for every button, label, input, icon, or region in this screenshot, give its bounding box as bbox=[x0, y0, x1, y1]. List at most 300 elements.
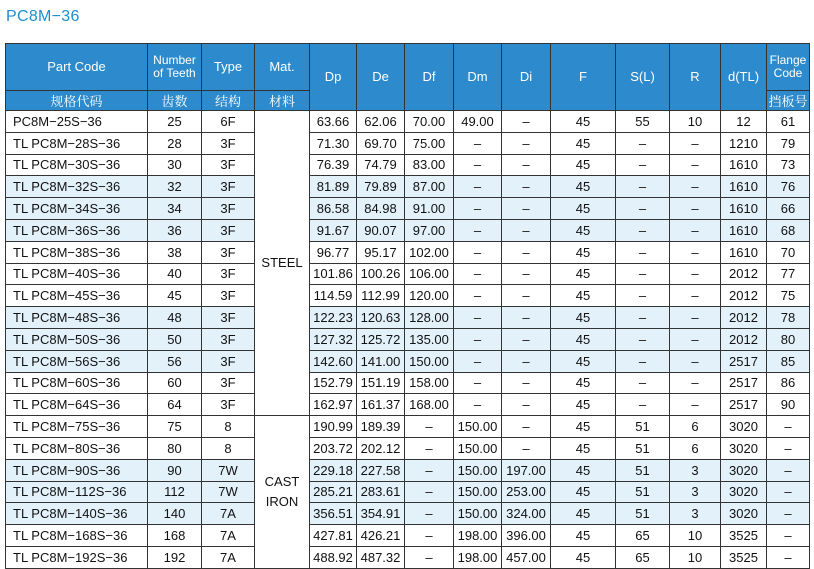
cell-sl: – bbox=[616, 285, 670, 307]
table-row bbox=[6, 525, 810, 547]
table-row bbox=[6, 437, 810, 459]
cell-di: – bbox=[502, 372, 551, 394]
cell-code: TL PC8M−45S−36 bbox=[6, 285, 148, 307]
header-di: Di bbox=[502, 44, 551, 111]
cell-flange: – bbox=[767, 503, 810, 525]
cell-de: 69.70 bbox=[357, 132, 405, 154]
cell-r: – bbox=[670, 154, 721, 176]
cell-di: – bbox=[502, 350, 551, 372]
cell-code: TL PC8M−38S−36 bbox=[6, 241, 148, 263]
cell-type: 3F bbox=[202, 219, 255, 241]
cell-dm: 150.00 bbox=[454, 437, 502, 459]
cell-de: 151.19 bbox=[357, 372, 405, 394]
cell-dtl: 3020 bbox=[721, 437, 767, 459]
table-row bbox=[6, 546, 810, 568]
cell-dtl: 2517 bbox=[721, 394, 767, 416]
cell-f: 45 bbox=[551, 132, 616, 154]
cell-dtl: 3525 bbox=[721, 525, 767, 547]
cell-type: 3F bbox=[202, 263, 255, 285]
cell-flange: – bbox=[767, 546, 810, 568]
cell-dp: 122.23 bbox=[310, 307, 357, 329]
cell-dp: 81.89 bbox=[310, 176, 357, 198]
cell-type: 3F bbox=[202, 132, 255, 154]
cell-type: 6F bbox=[202, 111, 255, 133]
cell-di: – bbox=[502, 111, 551, 133]
cell-f: 45 bbox=[551, 481, 616, 503]
cell-dp: 86.58 bbox=[310, 198, 357, 220]
cell-f: 45 bbox=[551, 394, 616, 416]
cell-de: 202.12 bbox=[357, 437, 405, 459]
cell-type: 3F bbox=[202, 328, 255, 350]
cell-type: 8 bbox=[202, 437, 255, 459]
cell-de: 62.06 bbox=[357, 111, 405, 133]
cell-de: 487.32 bbox=[357, 546, 405, 568]
cell-dp: 91.67 bbox=[310, 219, 357, 241]
cell-r: – bbox=[670, 241, 721, 263]
cell-r: 6 bbox=[670, 437, 721, 459]
table-row bbox=[6, 198, 810, 220]
cell-sl: 51 bbox=[616, 437, 670, 459]
cell-r: 6 bbox=[670, 416, 721, 438]
cell-de: 95.17 bbox=[357, 241, 405, 263]
cell-dm: 150.00 bbox=[454, 416, 502, 438]
cell-dm: 49.00 bbox=[454, 111, 502, 133]
cell-r: 3 bbox=[670, 481, 721, 503]
cell-dp: 488.92 bbox=[310, 546, 357, 568]
cell-de: 161.37 bbox=[357, 394, 405, 416]
material-cast-iron bbox=[255, 416, 310, 569]
cell-di: 253.00 bbox=[502, 481, 551, 503]
cell-de: 112.99 bbox=[357, 285, 405, 307]
cell-dm: – bbox=[454, 154, 502, 176]
cell-dp: 229.18 bbox=[310, 459, 357, 481]
cell-r: – bbox=[670, 307, 721, 329]
cell-f: 45 bbox=[551, 437, 616, 459]
cell-df: 135.00 bbox=[405, 328, 454, 350]
cell-di: – bbox=[502, 437, 551, 459]
cell-flange: 79 bbox=[767, 132, 810, 154]
cell-f: 45 bbox=[551, 372, 616, 394]
cell-flange: – bbox=[767, 481, 810, 503]
cell-sl: 65 bbox=[616, 546, 670, 568]
cell-f: 45 bbox=[551, 546, 616, 568]
cell-df: 83.00 bbox=[405, 154, 454, 176]
cell-dtl: 2012 bbox=[721, 307, 767, 329]
cell-di: 457.00 bbox=[502, 546, 551, 568]
cell-sl: 51 bbox=[616, 459, 670, 481]
cell-r: 10 bbox=[670, 546, 721, 568]
cell-teeth: 36 bbox=[148, 219, 202, 241]
cell-dp: 162.97 bbox=[310, 394, 357, 416]
cell-dp: 71.30 bbox=[310, 132, 357, 154]
table-row bbox=[6, 350, 810, 372]
cell-teeth: 30 bbox=[148, 154, 202, 176]
cell-sl: – bbox=[616, 219, 670, 241]
cell-dp: 101.86 bbox=[310, 263, 357, 285]
cell-sl: – bbox=[616, 132, 670, 154]
cell-code: TL PC8M−50S−36 bbox=[6, 328, 148, 350]
cell-dm: – bbox=[454, 394, 502, 416]
cell-r: – bbox=[670, 263, 721, 285]
cell-type: 3F bbox=[202, 394, 255, 416]
cell-df: – bbox=[405, 416, 454, 438]
subheader-type: 结构 bbox=[202, 91, 255, 111]
header-flange-line1: Flange bbox=[769, 53, 807, 67]
table-row bbox=[6, 459, 810, 481]
cell-dtl: 3020 bbox=[721, 416, 767, 438]
cell-df: 75.00 bbox=[405, 132, 454, 154]
cell-dp: 114.59 bbox=[310, 285, 357, 307]
cell-r: – bbox=[670, 328, 721, 350]
cell-df: 87.00 bbox=[405, 176, 454, 198]
cell-dtl: 2517 bbox=[721, 350, 767, 372]
table-row bbox=[6, 481, 810, 503]
cell-df: 120.00 bbox=[405, 285, 454, 307]
cell-f: 45 bbox=[551, 154, 616, 176]
cell-r: 3 bbox=[670, 503, 721, 525]
cell-teeth: 32 bbox=[148, 176, 202, 198]
cell-teeth: 90 bbox=[148, 459, 202, 481]
cell-dtl: 1610 bbox=[721, 176, 767, 198]
cell-di: – bbox=[502, 219, 551, 241]
cell-f: 45 bbox=[551, 459, 616, 481]
cell-r: – bbox=[670, 219, 721, 241]
header-de: De bbox=[357, 44, 405, 111]
cell-flange: 75 bbox=[767, 285, 810, 307]
cell-f: 45 bbox=[551, 176, 616, 198]
cell-df: – bbox=[405, 503, 454, 525]
cell-di: – bbox=[502, 176, 551, 198]
header-dp: Dp bbox=[310, 44, 357, 111]
cell-dp: 427.81 bbox=[310, 525, 357, 547]
cell-dp: 63.66 bbox=[310, 111, 357, 133]
cell-df: 102.00 bbox=[405, 241, 454, 263]
cell-type: 7W bbox=[202, 459, 255, 481]
cell-di: – bbox=[502, 154, 551, 176]
cell-dm: – bbox=[454, 328, 502, 350]
cell-de: 141.00 bbox=[357, 350, 405, 372]
cell-de: 74.79 bbox=[357, 154, 405, 176]
cell-sl: – bbox=[616, 176, 670, 198]
cell-de: 227.58 bbox=[357, 459, 405, 481]
cell-r: – bbox=[670, 372, 721, 394]
cell-code: TL PC8M−90S−36 bbox=[6, 459, 148, 481]
cell-type: 8 bbox=[202, 416, 255, 438]
cell-teeth: 168 bbox=[148, 525, 202, 547]
cell-dtl: 3020 bbox=[721, 503, 767, 525]
cell-flange: 80 bbox=[767, 328, 810, 350]
cell-de: 100.26 bbox=[357, 263, 405, 285]
cell-dm: – bbox=[454, 263, 502, 285]
cell-code: TL PC8M−40S−36 bbox=[6, 263, 148, 285]
cell-di: – bbox=[502, 416, 551, 438]
cell-r: 3 bbox=[670, 459, 721, 481]
cell-teeth: 40 bbox=[148, 263, 202, 285]
cell-de: 426.21 bbox=[357, 525, 405, 547]
header-part-code: Part Code bbox=[6, 44, 148, 91]
cell-f: 45 bbox=[551, 525, 616, 547]
cell-df: 128.00 bbox=[405, 307, 454, 329]
cell-f: 45 bbox=[551, 416, 616, 438]
cell-flange: 77 bbox=[767, 263, 810, 285]
cell-teeth: 80 bbox=[148, 437, 202, 459]
cell-code: TL PC8M−140S−36 bbox=[6, 503, 148, 525]
cell-df: – bbox=[405, 459, 454, 481]
cell-teeth: 75 bbox=[148, 416, 202, 438]
cell-dtl: 1610 bbox=[721, 198, 767, 220]
cell-sl: – bbox=[616, 307, 670, 329]
cell-di: – bbox=[502, 307, 551, 329]
header-number-of-teeth bbox=[148, 44, 202, 91]
cell-de: 283.61 bbox=[357, 481, 405, 503]
cell-df: 70.00 bbox=[405, 111, 454, 133]
cell-flange: 90 bbox=[767, 394, 810, 416]
cell-f: 45 bbox=[551, 198, 616, 220]
cell-dp: 127.32 bbox=[310, 328, 357, 350]
cell-teeth: 112 bbox=[148, 481, 202, 503]
cell-dp: 76.39 bbox=[310, 154, 357, 176]
cell-dm: – bbox=[454, 372, 502, 394]
cell-code: TL PC8M−34S−36 bbox=[6, 198, 148, 220]
cell-dm: – bbox=[454, 132, 502, 154]
cell-flange: – bbox=[767, 437, 810, 459]
cell-sl: 51 bbox=[616, 503, 670, 525]
cell-dtl: 1610 bbox=[721, 219, 767, 241]
cell-type: 3F bbox=[202, 154, 255, 176]
cell-di: – bbox=[502, 132, 551, 154]
cell-dp: 152.79 bbox=[310, 372, 357, 394]
cell-teeth: 140 bbox=[148, 503, 202, 525]
cell-code: TL PC8M−48S−36 bbox=[6, 307, 148, 329]
cell-df: 158.00 bbox=[405, 372, 454, 394]
cell-r: – bbox=[670, 132, 721, 154]
cell-flange: – bbox=[767, 416, 810, 438]
table-row bbox=[6, 307, 810, 329]
material-steel bbox=[255, 111, 310, 416]
table-row bbox=[6, 372, 810, 394]
cell-dm: – bbox=[454, 285, 502, 307]
cell-sl: – bbox=[616, 263, 670, 285]
cell-code: TL PC8M−32S−36 bbox=[6, 176, 148, 198]
cell-teeth: 28 bbox=[148, 132, 202, 154]
cell-r: 10 bbox=[670, 111, 721, 133]
cell-sl: 51 bbox=[616, 481, 670, 503]
cell-sl: – bbox=[616, 154, 670, 176]
cell-dm: 150.00 bbox=[454, 481, 502, 503]
cell-code: TL PC8M−168S−36 bbox=[6, 525, 148, 547]
cell-dm: 150.00 bbox=[454, 459, 502, 481]
material-cast-iron-line2: IRON bbox=[265, 493, 299, 509]
cell-df: 106.00 bbox=[405, 263, 454, 285]
cell-sl: – bbox=[616, 372, 670, 394]
cell-dtl: 1610 bbox=[721, 154, 767, 176]
cell-type: 3F bbox=[202, 241, 255, 263]
cell-r: – bbox=[670, 198, 721, 220]
table-row bbox=[6, 285, 810, 307]
cell-de: 354.91 bbox=[357, 503, 405, 525]
cell-df: 168.00 bbox=[405, 394, 454, 416]
cell-teeth: 64 bbox=[148, 394, 202, 416]
cell-code: TL PC8M−80S−36 bbox=[6, 437, 148, 459]
cell-df: – bbox=[405, 437, 454, 459]
cell-teeth: 60 bbox=[148, 372, 202, 394]
material-cast-iron-line1: CAST bbox=[264, 473, 300, 489]
material-steel-label: STEEL bbox=[261, 255, 303, 271]
cell-dtl: 3020 bbox=[721, 459, 767, 481]
cell-type: 7A bbox=[202, 503, 255, 525]
spec-table bbox=[5, 43, 810, 569]
cell-di: – bbox=[502, 285, 551, 307]
cell-f: 45 bbox=[551, 285, 616, 307]
cell-df: 91.00 bbox=[405, 198, 454, 220]
cell-dtl: 3525 bbox=[721, 546, 767, 568]
cell-code: TL PC8M−64S−36 bbox=[6, 394, 148, 416]
table-row bbox=[6, 132, 810, 154]
cell-dtl: 12 bbox=[721, 111, 767, 133]
cell-flange: 66 bbox=[767, 198, 810, 220]
cell-di: 396.00 bbox=[502, 525, 551, 547]
cell-dp: 356.51 bbox=[310, 503, 357, 525]
cell-type: 3F bbox=[202, 198, 255, 220]
cell-dp: 190.99 bbox=[310, 416, 357, 438]
table-row bbox=[6, 219, 810, 241]
cell-dm: – bbox=[454, 176, 502, 198]
cell-type: 3F bbox=[202, 372, 255, 394]
cell-f: 45 bbox=[551, 241, 616, 263]
cell-sl: – bbox=[616, 328, 670, 350]
header-sl: S(L) bbox=[616, 44, 670, 111]
cell-flange: 70 bbox=[767, 241, 810, 263]
cell-teeth: 48 bbox=[148, 307, 202, 329]
cell-dtl: 2012 bbox=[721, 285, 767, 307]
subheader-flange: 挡板号 bbox=[767, 91, 810, 111]
cell-dm: – bbox=[454, 350, 502, 372]
subheader-material: 材料 bbox=[255, 91, 310, 111]
cell-f: 45 bbox=[551, 219, 616, 241]
cell-di: 324.00 bbox=[502, 503, 551, 525]
table-row bbox=[6, 263, 810, 285]
cell-sl: 55 bbox=[616, 111, 670, 133]
cell-de: 84.98 bbox=[357, 198, 405, 220]
cell-f: 45 bbox=[551, 263, 616, 285]
cell-dp: 96.77 bbox=[310, 241, 357, 263]
header-flange-line2: Code bbox=[773, 66, 803, 80]
cell-de: 79.89 bbox=[357, 176, 405, 198]
header-df: Df bbox=[405, 44, 454, 111]
cell-sl: – bbox=[616, 394, 670, 416]
cell-di: – bbox=[502, 198, 551, 220]
header-dm: Dm bbox=[454, 44, 502, 111]
cell-sl: – bbox=[616, 198, 670, 220]
cell-flange: 78 bbox=[767, 307, 810, 329]
cell-type: 3F bbox=[202, 350, 255, 372]
subheader-part-code: 规格代码 bbox=[6, 91, 148, 111]
table-row bbox=[6, 176, 810, 198]
cell-r: – bbox=[670, 285, 721, 307]
table-row bbox=[6, 154, 810, 176]
cell-dp: 142.60 bbox=[310, 350, 357, 372]
cell-dm: – bbox=[454, 241, 502, 263]
cell-r: – bbox=[670, 176, 721, 198]
cell-code: TL PC8M−30S−36 bbox=[6, 154, 148, 176]
cell-de: 125.72 bbox=[357, 328, 405, 350]
cell-code: TL PC8M−112S−36 bbox=[6, 481, 148, 503]
cell-type: 7W bbox=[202, 481, 255, 503]
cell-de: 90.07 bbox=[357, 219, 405, 241]
table-row bbox=[6, 328, 810, 350]
table-row bbox=[6, 111, 810, 133]
cell-teeth: 38 bbox=[148, 241, 202, 263]
cell-di: – bbox=[502, 328, 551, 350]
cell-teeth: 192 bbox=[148, 546, 202, 568]
cell-dtl: 2012 bbox=[721, 328, 767, 350]
cell-dtl: 1610 bbox=[721, 241, 767, 263]
cell-f: 45 bbox=[551, 307, 616, 329]
header-flange-code bbox=[767, 44, 810, 91]
table-row bbox=[6, 394, 810, 416]
cell-di: – bbox=[502, 263, 551, 285]
cell-sl: – bbox=[616, 350, 670, 372]
cell-df: – bbox=[405, 546, 454, 568]
cell-df: 150.00 bbox=[405, 350, 454, 372]
cell-flange: 76 bbox=[767, 176, 810, 198]
cell-type: 3F bbox=[202, 176, 255, 198]
cell-teeth: 25 bbox=[148, 111, 202, 133]
cell-di: – bbox=[502, 394, 551, 416]
cell-code: TL PC8M−192S−36 bbox=[6, 546, 148, 568]
header-f: F bbox=[551, 44, 616, 111]
cell-type: 7A bbox=[202, 546, 255, 568]
cell-r: 10 bbox=[670, 525, 721, 547]
cell-dm: – bbox=[454, 307, 502, 329]
cell-r: – bbox=[670, 350, 721, 372]
cell-flange: 85 bbox=[767, 350, 810, 372]
cell-flange: 61 bbox=[767, 111, 810, 133]
cell-df: 97.00 bbox=[405, 219, 454, 241]
cell-code: TL PC8M−75S−36 bbox=[6, 416, 148, 438]
table-row bbox=[6, 503, 810, 525]
cell-df: – bbox=[405, 481, 454, 503]
cell-teeth: 45 bbox=[148, 285, 202, 307]
cell-flange: – bbox=[767, 459, 810, 481]
cell-di: 197.00 bbox=[502, 459, 551, 481]
cell-de: 120.63 bbox=[357, 307, 405, 329]
header-teeth-line2: of Teeth bbox=[153, 66, 196, 80]
cell-flange: 68 bbox=[767, 219, 810, 241]
header-material: Mat. bbox=[255, 44, 310, 91]
cell-code: PC8M−25S−36 bbox=[6, 111, 148, 133]
cell-code: TL PC8M−56S−36 bbox=[6, 350, 148, 372]
cell-dm: – bbox=[454, 198, 502, 220]
cell-f: 45 bbox=[551, 111, 616, 133]
cell-dm: – bbox=[454, 219, 502, 241]
cell-r: – bbox=[670, 394, 721, 416]
table-row bbox=[6, 416, 810, 438]
table-body bbox=[6, 111, 810, 569]
header-r: R bbox=[670, 44, 721, 111]
cell-teeth: 56 bbox=[148, 350, 202, 372]
cell-dp: 203.72 bbox=[310, 437, 357, 459]
cell-dtl: 2012 bbox=[721, 263, 767, 285]
cell-code: TL PC8M−60S−36 bbox=[6, 372, 148, 394]
header-dtl: d(TL) bbox=[721, 44, 767, 111]
cell-f: 45 bbox=[551, 503, 616, 525]
cell-dtl: 3020 bbox=[721, 481, 767, 503]
cell-sl: 51 bbox=[616, 416, 670, 438]
cell-type: 3F bbox=[202, 285, 255, 307]
cell-sl: 65 bbox=[616, 525, 670, 547]
cell-dtl: 2517 bbox=[721, 372, 767, 394]
